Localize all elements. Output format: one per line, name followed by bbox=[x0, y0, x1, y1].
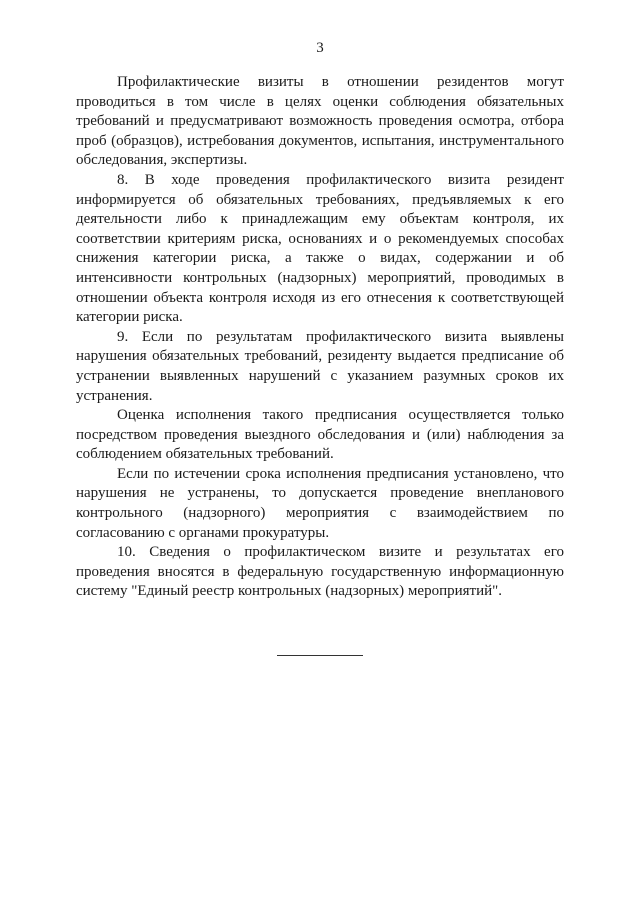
paragraph-unscheduled-inspection: Если по истечении срока исполнения предписания установлено, что нарушения не устранены, то допускается проведение внепланового контрольного (надзорного) мероприятия с взаимодействием по согласованию с органами прокуратуры. bbox=[76, 465, 564, 541]
paragraph-item-10: 10. Сведения о профилактическом визите и результатах его проведения вносятся в федеральную государственную информационную систему "Единый реестр контрольных (надзорных) мероприятий". bbox=[76, 544, 564, 600]
paragraph-item-8: 8. В ходе проведения профилактического визита резидент информируется об обязательных требованиях, предъявляемых к его деятельности либо к принадлежащим ему объектам контроля, их соответствии критериям риска, основаниях и о рекомендуемых способах снижения категории риска, а также о видах, содержании и об интенсивности контрольных (надзорных) мероприятий, проводимых в отношении объекта контроля исходя из его отнесения к соответствующей категории риска. bbox=[76, 171, 564, 326]
end-of-document-rule bbox=[277, 655, 363, 656]
paragraph-item-9: 9. Если по результатам профилактического визита выявлены нарушения обязательных требований, резиденту выдается предписание об устранении выявленных нарушений с указанием разумных сроков их устранения. bbox=[76, 328, 564, 404]
paragraph-preventive-visits: Профилактические визиты в отношении резидентов могут проводиться в том числе в целях оценки соблюдения обязательных требований и предусматривают возможность проведения осмотра, отбора проб (образцов), истребования документов, испытания, инструментального обследования, экспертизы. bbox=[76, 74, 564, 169]
page-number: 3 bbox=[316, 40, 324, 56]
paragraph-order-assessment: Оценка исполнения такого предписания осуществляется только посредством проведения выездного обследования и (или) наблюдения за соблюдением обязательных требований. bbox=[76, 407, 564, 463]
document-body bbox=[76, 73, 564, 602]
